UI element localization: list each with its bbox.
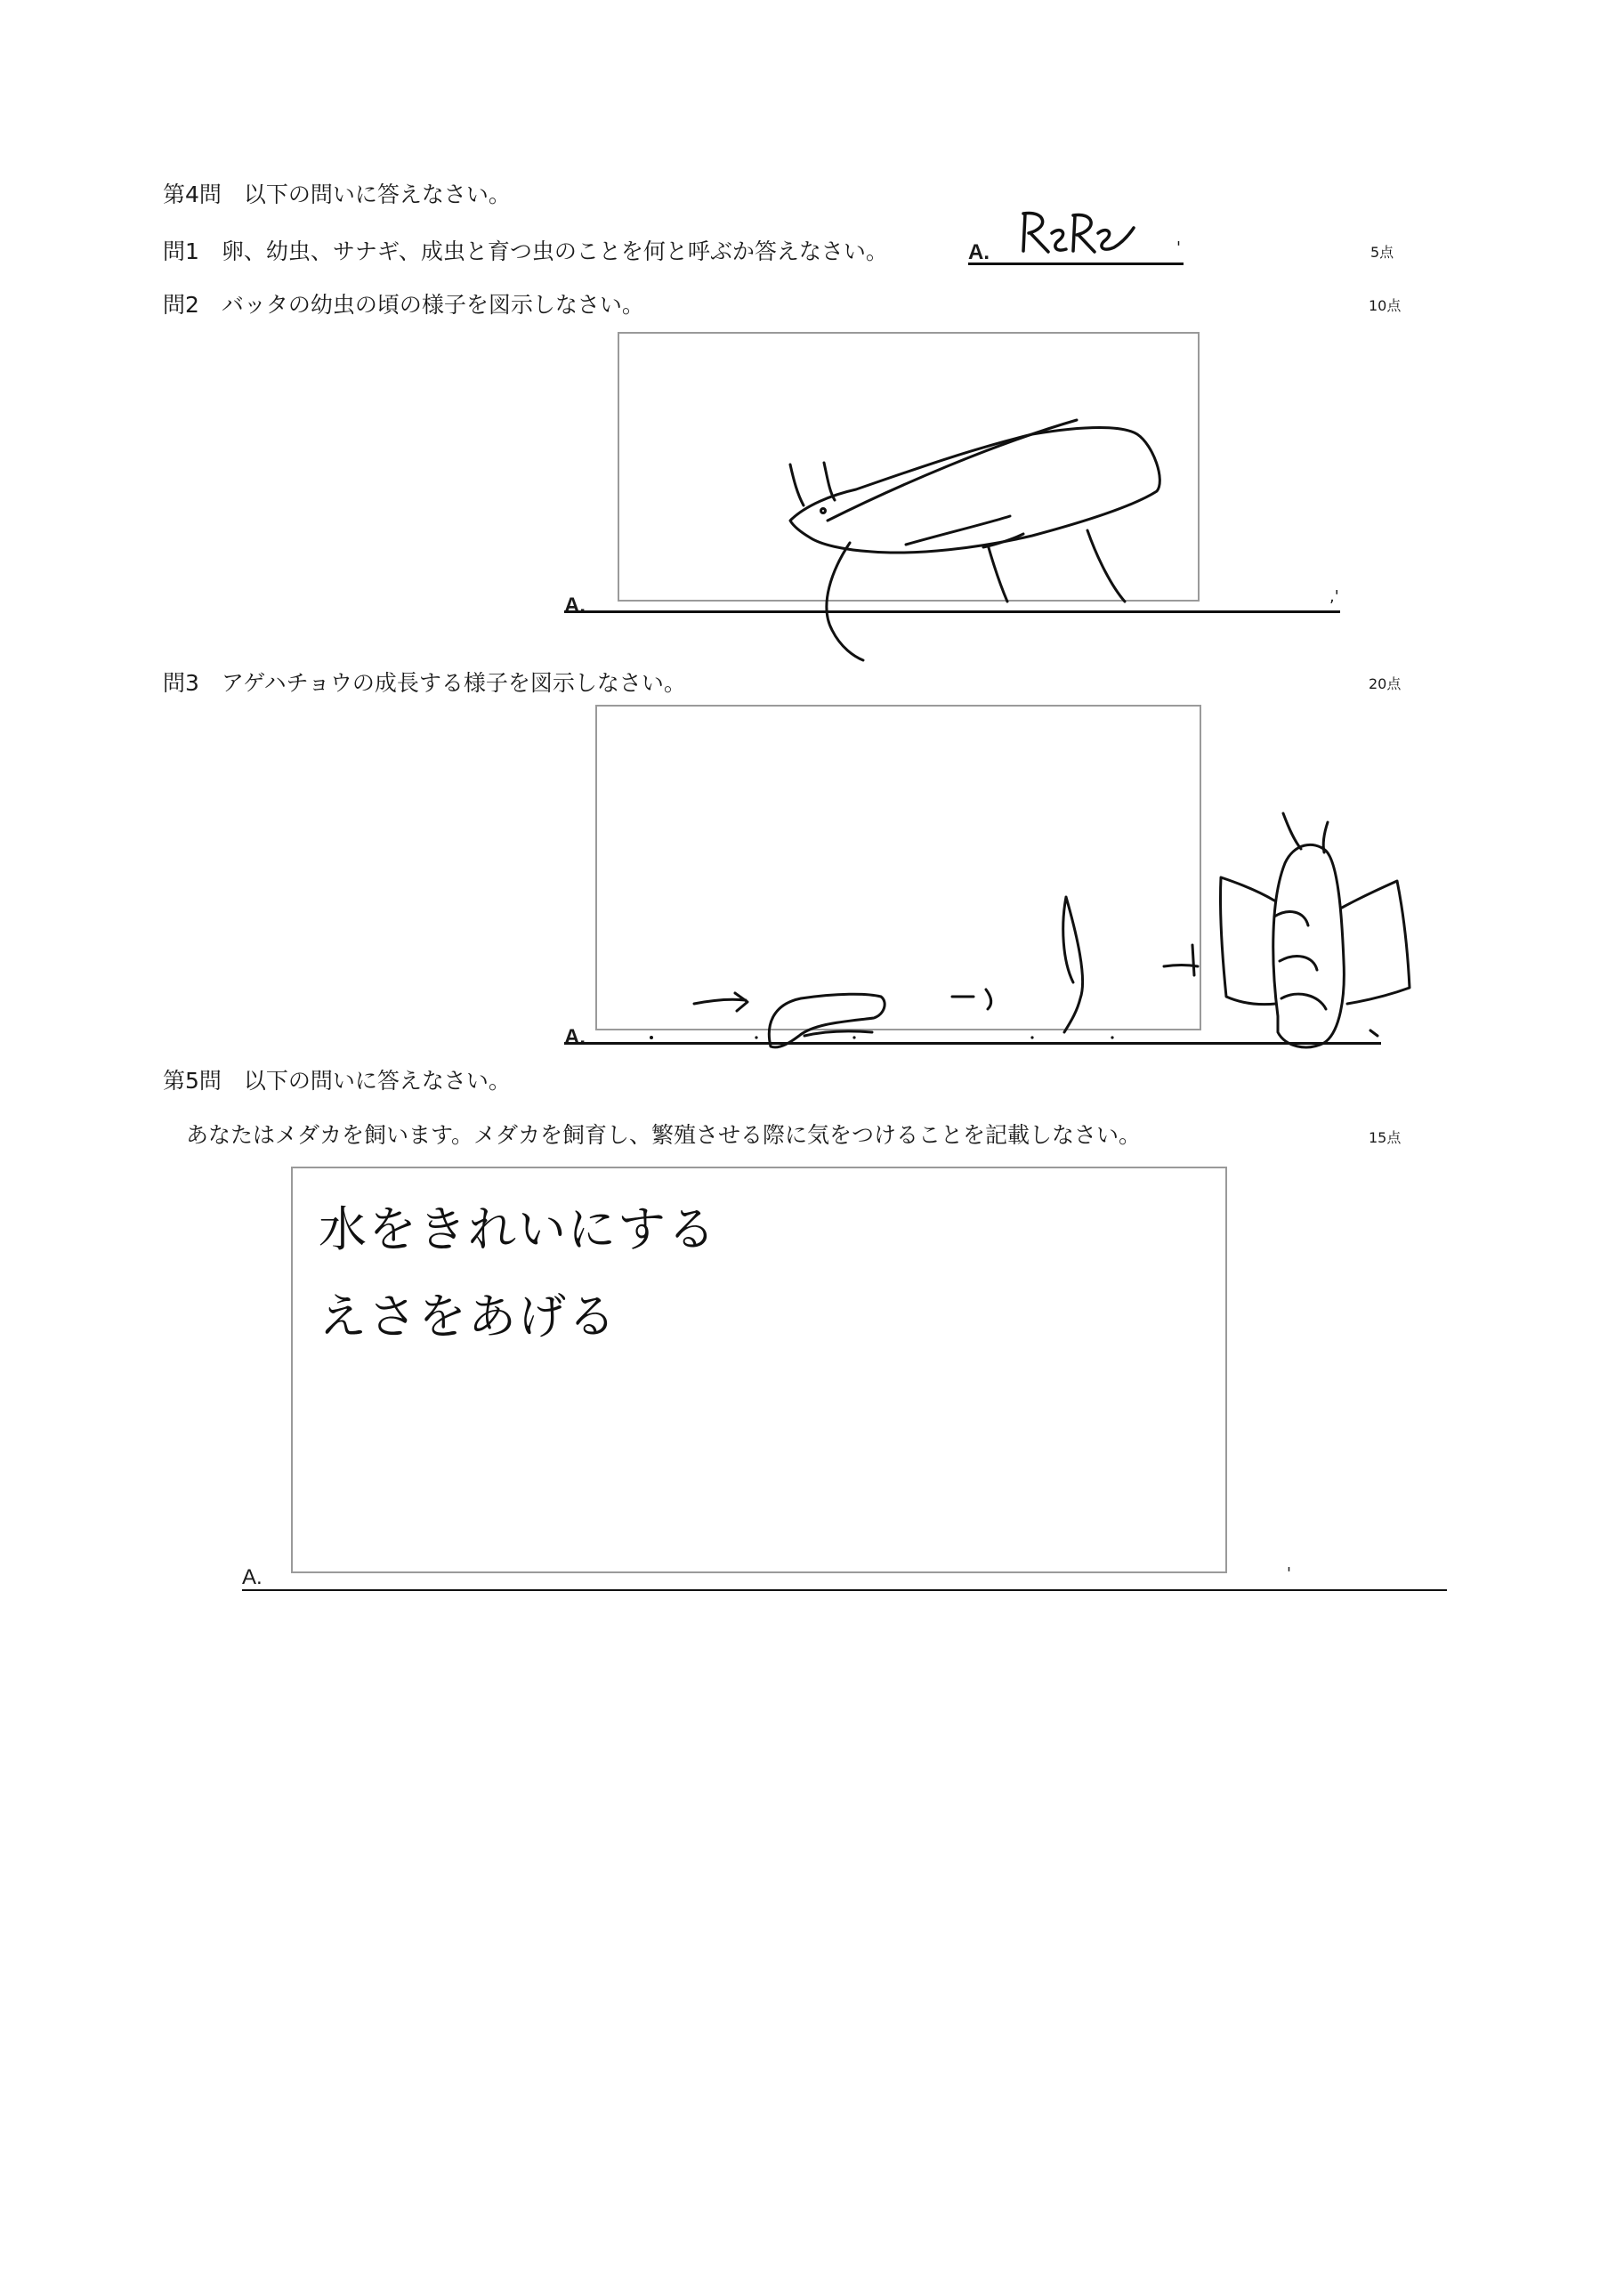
q4-1-answer-line[interactable] [968, 263, 1184, 265]
q4-2-answer-label: A. [564, 594, 586, 618]
q4-3-answer-line [564, 1042, 1381, 1045]
q4-2-drawing-box[interactable] [618, 332, 1200, 602]
q4-2-answer-line [564, 610, 1340, 613]
q5-handwritten-line-1: 水をきれいにする [319, 1201, 717, 1257]
q4-1-tick-mark: ' [1176, 238, 1181, 257]
q4-3-answer-label: A. [564, 1025, 586, 1049]
q4-1-points: 5点 [1370, 244, 1394, 261]
q5-question: あなたはメダカを飼います。メダカを飼育し、繁殖させる際に気をつけることを記載しなさい。 [186, 1122, 1142, 1148]
q5-handwritten-line-2: えさをあげる [319, 1288, 618, 1345]
q5-points: 15点 [1369, 1129, 1402, 1146]
q5-heading: 第5問 以下の問いに答えなさい。 [163, 1068, 511, 1094]
q4-3-points: 20点 [1369, 675, 1402, 692]
q5-answer-label: A. [242, 1565, 263, 1589]
q5-answer-line [242, 1589, 1447, 1591]
q4-1-answer-label: A. [968, 240, 990, 264]
q4-2-points: 10点 [1369, 297, 1402, 314]
q4-2-question: 問2 バッタの幼虫の頃の様子を図示しなさい。 [163, 292, 644, 318]
q4-2-tick-mark: ,' [1329, 587, 1339, 606]
q4-3-question: 問3 アゲハチョウの成長する様子を図示しなさい。 [163, 670, 686, 696]
q4-3-drawing-box[interactable] [595, 705, 1201, 1030]
q4-1-question: 問1 卵、幼虫、サナギ、成虫と育つ虫のことを何と呼ぶか答えなさい。 [163, 238, 888, 264]
q5-tick-mark: ' [1287, 1564, 1291, 1583]
q4-heading: 第4問 以下の問いに答えなさい。 [163, 182, 511, 207]
